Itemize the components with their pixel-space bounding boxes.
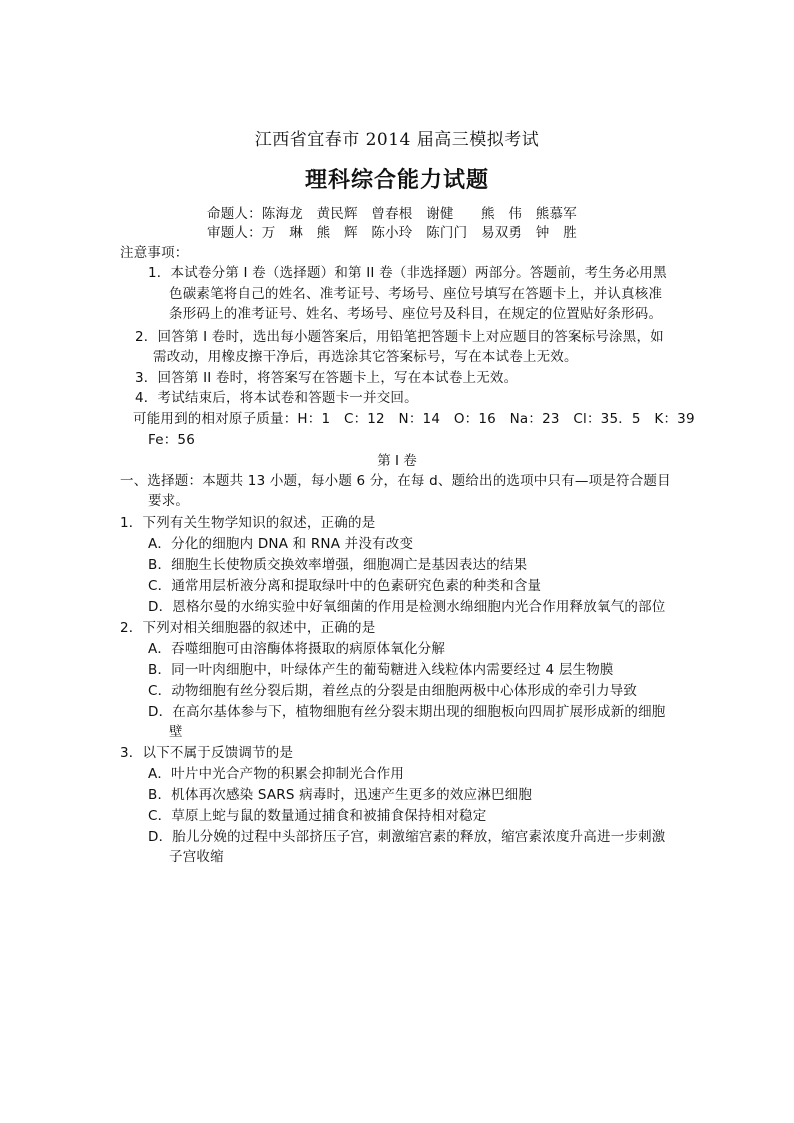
q3-option-a: A．叶片中光合产物的积累会抑制光合作用	[148, 766, 405, 782]
note-2-line-1: 2．回答第 I 卷时，选出每小题答案后，用铅笔把答题卡上对应题目的答案标号涂黑，如	[135, 329, 664, 345]
exam-title: 江西省宜春市 2014 届高三模拟考试	[254, 130, 540, 150]
note-2-line-2: 需改动，用橡皮擦干净后，再选涂其它答案标号，写在本试卷上无效。	[153, 349, 578, 365]
section-intro-line-2: 要求。	[148, 493, 190, 509]
note-4: 4．考试结束后，将本试卷和答题卡一并交回。	[135, 390, 418, 406]
q3-option-d-line-1: D．胎儿分娩的过程中头部挤压子宫，刺激缩宫素的释放，缩宫素浓度升高进一步刺激	[148, 829, 666, 845]
q2-option-a: A．吞噬细胞可由溶酶体将摄取的病原体氧化分解	[148, 641, 446, 657]
section-intro-line-1: 一、选择题：本题共 13 小题，每小题 6 分，在每 d、题给出的选项中只有—项是符合题目	[120, 473, 671, 489]
q3-option-c: C．草原上蛇与鼠的数量通过捕食和被捕食保持相对稳定	[148, 808, 487, 824]
q3-stem: 3．以下不属于反馈调节的是	[120, 745, 294, 761]
q1-option-b: B．细胞生长使物质交换效率增强，细胞凋亡是基因表达的结果	[148, 557, 528, 573]
q3-option-d-line-2: 子宫收缩	[169, 849, 224, 865]
q2-option-d-line-1: D．在高尔基体参与下，植物细胞有丝分裂末期出现的细胞板向四周扩展形成新的细胞	[148, 704, 666, 720]
q1-stem: 1．下列有关生物学知识的叙述，正确的是	[120, 515, 376, 531]
atomic-mass-line-1: 可能用到的相对原子质量：H：1 C：12 N：14 O：16 Na：23 Cl：35．5 K：39	[133, 411, 695, 427]
note-1-line-1: 1．本试卷分第 I 卷（选择题）和第 II 卷（非选择题）两部分。答题前，考生务必用黑	[148, 265, 667, 281]
note-1-line-3: 条形码上的准考证号、姓名、考场号、座位号及科目，在规定的位置贴好条形码。	[169, 306, 663, 322]
q2-option-b: B．同一叶肉细胞中，叶绿体产生的葡萄糖进入线粒体内需要经过 4 层生物膜	[148, 662, 614, 678]
reviewers-line: 审题人：万 琳 熊 辉 陈小玲 陈门门 易双勇 钟 胜	[207, 225, 577, 241]
note-3: 3．回答第 II 卷时，将答案写在答题卡上，写在本试卷上无效。	[135, 370, 518, 386]
volume-heading: 第 I 卷	[377, 453, 417, 469]
q2-option-c: C．动物细胞有丝分裂后期，着丝点的分裂是由细胞两极中心体形成的牵引力导致	[148, 683, 638, 699]
q1-option-a: A．分化的细胞内 DNA 和 RNA 并没有改变	[148, 536, 414, 552]
atomic-mass-line-2: Fe：56	[148, 432, 196, 448]
q1-option-c: C．通常用层析液分离和提取绿叶中的色素研究色素的种类和含量	[148, 578, 542, 594]
exam-subtitle: 理科综合能力试题	[304, 167, 489, 193]
q1-option-d: D．恩格尔曼的水绵实验中好氧细菌的作用是检测水绵细胞内光合作用释放氧气的部位	[148, 599, 666, 615]
q2-stem: 2．下列对相关细胞器的叙述中，正确的是	[120, 620, 376, 636]
q3-option-b: B．机体再次感染 SARS 病毒时，迅速产生更多的效应淋巴细胞	[148, 787, 533, 803]
note-1-line-2: 色碳素笔将自己的姓名、准考证号、考场号、座位号填写在答题卡上，并认真核准	[169, 286, 663, 302]
notes-heading: 注意事项：	[120, 245, 189, 261]
q2-option-d-line-2: 壁	[169, 724, 183, 740]
authors-line: 命题人：陈海龙 黄民辉 曾春根 谢健 熊 伟 熊慕军	[207, 206, 577, 222]
